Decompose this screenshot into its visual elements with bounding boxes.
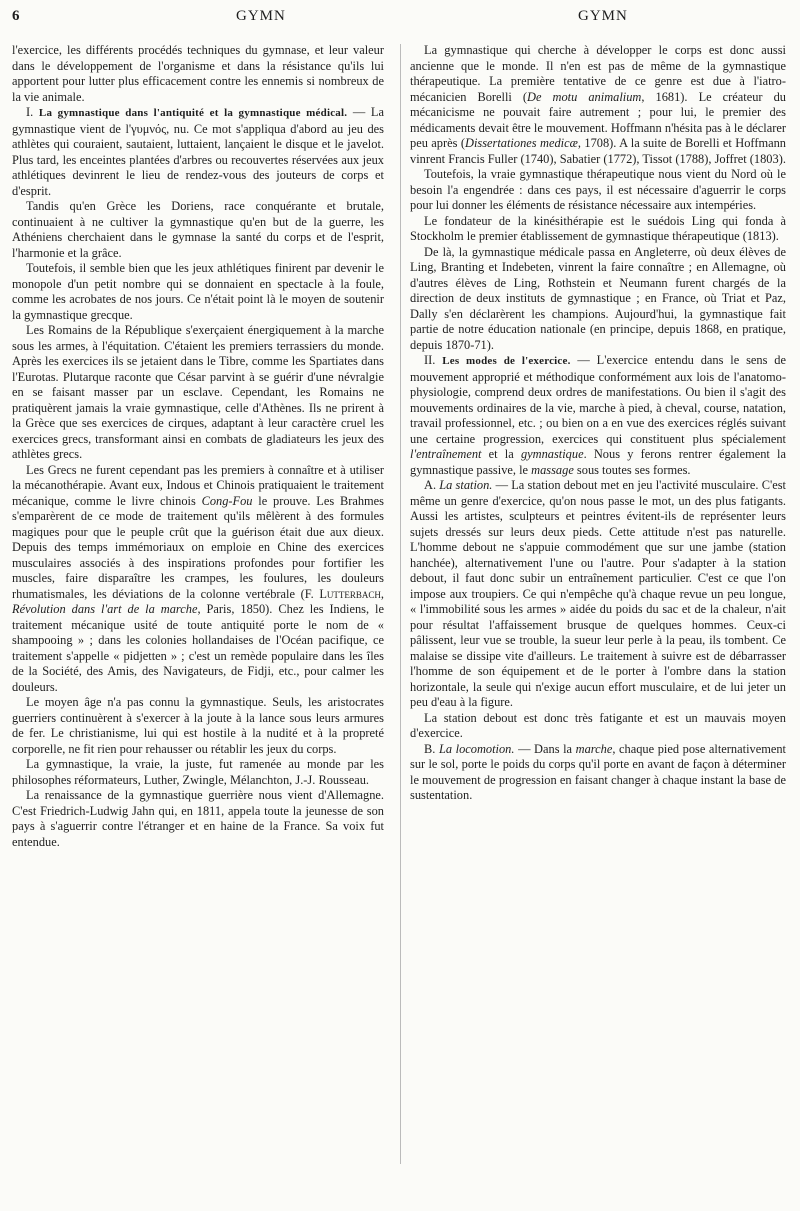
section-number: II. — [424, 353, 436, 367]
section-title: La gymnastique dans l'antiquité et la gymnastique médical. — [38, 107, 348, 119]
paragraph: La gymnastique, la vraie, la juste, fut ramenée au monde par les philosophes réformateurs, Luther, Zwingle, Mélanchton, J.-J. Rousseau. — [12, 757, 384, 787]
text-run: , — [380, 586, 384, 601]
paragraph: La renaissance de la gymnastique guerrière nous vient d'Allemagne. C'est Friedrich-Ludwig Jahn qui, en 1811, appela toute la jeunesse de son pays à s'aguerrir contre l'étranger et en haine de la France. Sa voix fut entendue. — [12, 788, 384, 849]
book-title: Révolution dans l'art de la marche — [12, 602, 198, 616]
right-column — [410, 43, 786, 804]
text-run: Les Grecs ne furent cependant pas les premiers à connaître et à utiliser la mécanothérapie. Avant eux, Indous et Chinois pratiquaient le traitement mécanique, comme le livre chinois — [12, 462, 384, 508]
section-heading-paragraph — [410, 353, 786, 478]
column-divider — [400, 44, 401, 1164]
subsection-paragraph — [410, 742, 786, 804]
paragraph: Les Romains de la République s'exerçaient énergiquement à la marche sous les armes, à l'équitation. C'étaient les premiers terrassiers du monde. Après les exercices ils se jetaient dans le Tibre, comme les Spartiates dans l'Eurotas. Plutarque raconte que César parvint à se guérir d'une névralgie en se faisant masser par un esclave. Cependant, les Romains ne pratiquèrent jamais la vraie gymnastique, celle d'Athènes. Ils ne prirent à la Grèce que ses exercices de cirques, adaptant à leur caractère cruel les exercices grecs, transformant ainsi en combats de gladiateurs les jeux des athlètes grecs. — [12, 323, 384, 461]
paragraph — [12, 463, 384, 696]
paragraph: Le moyen âge n'a pas connu la gymnastique. Seuls, les aristocrates guerriers continuèrent à s'exercer à la joute à la lance sous leurs armures de fer. Le christianisme, lui qui est hostile à la nudité et à la propreté corporelle, ne fit rien pour rehausser ou rétablir les jeux du corps. — [12, 695, 384, 756]
paragraph: Toutefois, il semble bien que les jeux athlétiques finirent par devenir le monopole d'un petit nombre qui se donnaient en spectacle à la foule, comme les acrobates de nos jours. Ce n'était point là le moyen de soutenir la gymnastique grecque. — [12, 261, 384, 322]
author-name: Lutterbach — [319, 586, 381, 601]
text-run: . Nous y ferons rentrer également la gymnastique passive, le — [410, 447, 786, 477]
italic-term: l'entraînement — [410, 447, 482, 461]
page-header — [0, 8, 800, 32]
italic-term: marche — [575, 741, 613, 756]
text-run: et la — [481, 447, 521, 461]
text-run: sous toutes ses formes. — [573, 462, 691, 477]
paragraph: Toutefois, la vraie gymnastique thérapeutique nous vient du Nord où le besoin l'a engendrée : dans ces pays, il est nécessaire d'aguerrir le corps pour lui donner les éléments de résistance nécessaire aux intempéries. — [410, 167, 786, 212]
text-run: , chaque pied pose alternativement sur le sol, porte le poids du corps qu'il porte en avant de façon à déterminer le mouvement de progression en faisant changer à chaque instant la base de sustentation. — [410, 741, 786, 802]
section-heading-paragraph — [12, 105, 384, 199]
subsection-paragraph — [410, 478, 786, 711]
subsection-label: B. — [424, 741, 439, 756]
text-run: , 1708). A la suite de Borelli et Hoffmann vinrent Francis Fuller (1740), Sabatier (1772), Tissot (1788), Joffret (1803). — [410, 136, 786, 166]
book-title: Dissertationes medicæ — [465, 136, 578, 150]
paragraph: l'exercice, les différents procédés techniques du gymnase, et leur valeur dans le développement de l'organisme et dans la résistance qu'ils lui apportent pour lutter plus efficacement contre les ennemis si nombreux de la vie animale. — [12, 43, 384, 104]
page-number: 6 — [12, 8, 20, 24]
left-column — [12, 43, 384, 850]
text-run: , Paris, 1850). Chez les Indiens, le traitement mécanique usité de toute antiquité porte le nom de « shampooing » ; dans les colonies hollandaises de l'Océan pacifique, ce traitement s'appelle « pidjetten » ; c'est un remède populaire dans les îles de la Société, des Amis, des Navigateurs, de Fidji, etc., pour calmer les douleurs. — [12, 602, 384, 694]
book-title: De motu animalium — [527, 89, 642, 104]
running-head-left: GYMN — [236, 8, 286, 24]
paragraph: Tandis qu'en Grèce les Doriens, race conquérante et brutale, continuaient à ne cultiver la gymnastique qu'en but de la guerre, les Athéniens cherchaient dans le gymnase la santé du corps et de l'esprit, l'harmonie et la grâce. — [12, 199, 384, 260]
section-number: I. — [26, 105, 34, 119]
paragraph: Le fondateur de la kinésithérapie est le suédois Ling qui fonda à Stockholm le premier établissement de gymnastique thérapeutique (1813). — [410, 213, 786, 243]
running-head-right: GYMN — [578, 8, 628, 24]
paragraph — [410, 43, 786, 167]
book-title: Cong-Fou — [201, 493, 253, 508]
paragraph: La station debout est donc très fatigante et est un mauvais moyen d'exercice. — [410, 710, 786, 740]
text-run: — La station debout met en jeu l'activité musculaire. C'est même un genre d'exercice, qu'on nous passe le mot, un des plus fatigants. Aussi les artistes, sculpteurs et peintres évitent-ils de représenter leurs sujets dressés sur leurs deux pieds. Cette attitude n'est pas naturelle. L'homme debout ne s'appuie commodément que sur une jambe (station hanchée), alternativement l'une ou l'autre. Pour s'adapter à la station debout, il faut donc subir un entraînement particulier. C'est ce que l'on impose aux troupiers. Ce qui n'empêche qu'à chaque revue un peu longue, « l'immobilité sous les armes » aidée du poids du sac et de la chaleur, n'ait pour résultat l'affaissement brusque de quelques hommes. Ceux-ci pâlissent, leur vue se trouble, la sueur leur perle à la peau, ils tombent. Ce malaise se dissipe vite d'ailleurs. Le traitement à suivre est de débarrasser l'homme de son équipement et de le porter à l'ombre dans la station horizontale, la seule qui n'exige aucun effort musculaire, et de lui jeter un peu d'eau à la figure. — [410, 478, 786, 709]
italic-term: gymnastique — [520, 447, 584, 461]
subsection-label: A. — [424, 478, 440, 492]
text-run: — L'exercice entendu dans le sens de mouvement approprié et méthodique conformément aux lois de l'anatomo-physiologie, comprend deux ordres de manifestations. Ou bien il s'agit des mouvements ordinaires de la vie, marche à pied, à cheval, course, natation, travail professionnel, etc. ; ou bien on a en vue des exercices réglés suivant une certaine progression, exercices qui constituent plus spécialement — [410, 353, 786, 446]
subsection-title: La locomotion. — [438, 741, 515, 756]
section-text: — La gymnastique vient de l'γυμνός, nu. Ce mot s'appliqua d'abord au jeu des athlètes qui couraient, sautaient, luttaient, lançaient le disque et le javelot. Plus tard, les enceintes plantées d'arbres ou recouvertes réservées aux jeux athlétiques devinrent le lieu de rendez-vous des jouteurs de corps et d'esprit. — [12, 105, 384, 198]
text-run: — Dans la — [514, 741, 576, 756]
subsection-title: La station. — [439, 478, 493, 492]
italic-term: massage — [531, 462, 574, 477]
text-run: La gymnastique qui cherche à développer le corps est donc aussi ancienne que le monde. Il n'en est pas de même de la gymnastique thérapeutique. La première tentative de ce genre est due à l'iatro-mécanicien Borelli ( — [410, 43, 786, 104]
paragraph: De là, la gymnastique médicale passa en Angleterre, où deux élèves de Ling, Branting et Indebeten, vinrent la faire connaître ; en Allemagne, où d'autres élèves de Ling, Rothstein et Neumann furent chargés de la direction de deux instituts de gymnastique ; en France, où Triat et Paz, Dally s'en déclarèrent les champions. Aujourd'hui, la gymnastique fait partie de notre éducation nationale (en principe, depuis 1868, en pratique, depuis 1870-71). — [410, 244, 786, 352]
text-run: , 1681). Le créateur du mécanicisme ne pouvait faire autrement ; pour lui, le premier des médicaments devait être le mouvement. Hoffmann n'hésita pas à le déclarer peu après ( — [410, 89, 786, 150]
text-run: le prouve. Les Brahmes s'emparèrent de ce mode de traitement qu'ils mêlèrent à des formules magiques pour que le peuple crût que la guérison était due aux dieux. Depuis des temps immémoriaux on emploie en Chine des exercices musculaires associés à des inspirations profondes pour fortifier les muscles, faire disparaître les crampes, les foulures, les douleurs rhumatismales, les déviations de la colonne vertébrale (F. — [12, 493, 384, 601]
section-title: Les modes de l'exercice. — [442, 355, 571, 367]
